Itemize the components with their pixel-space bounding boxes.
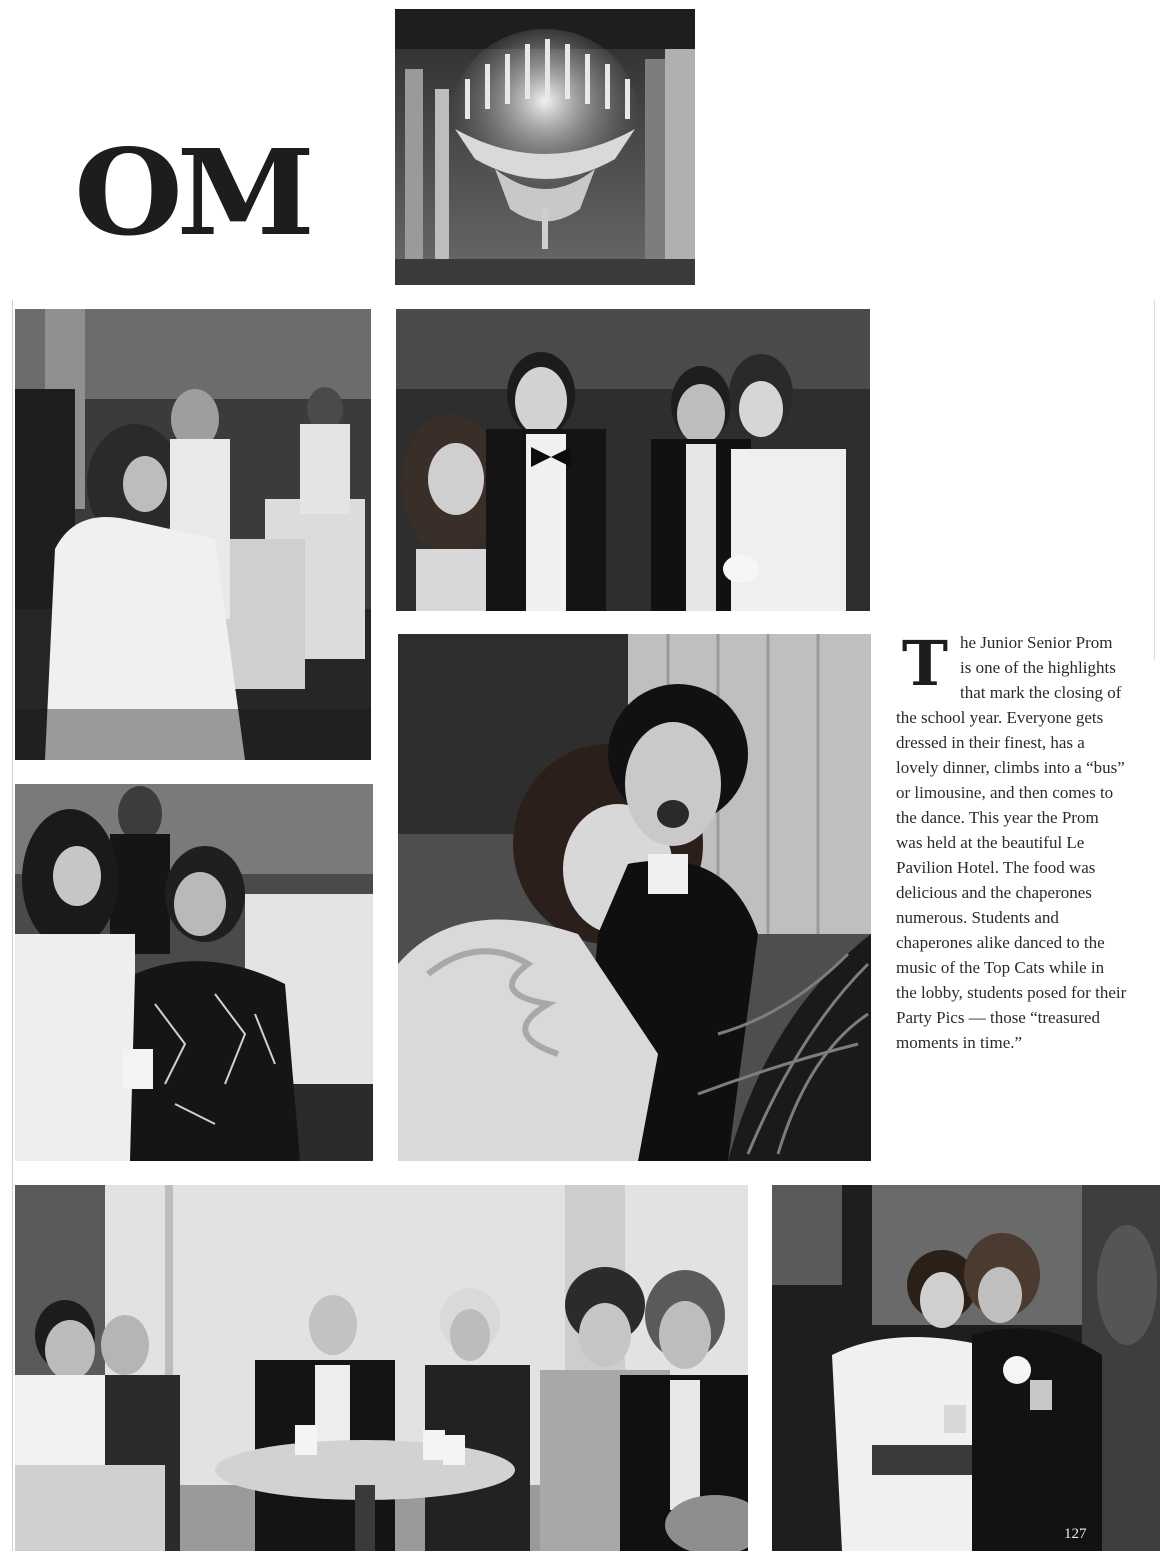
photo-two-women	[772, 1185, 1160, 1551]
story-body: he Junior Senior Prom is one of the highlights that mark the closing of the school year. Everyone gets dressed in their finest, has a lovely dinner, climbs into a “bus” or limousine, and then comes to the dance. This year the Prom was held at the beautiful Le Pavilion Hotel. The food was delicious and the chaperones numerous. Students and chaperones alike danced to the music of the Top Cats while in the lobby, students posed for their Party Pics — those “treasured moments in time.”	[896, 633, 1127, 1052]
photo-chaperones-table	[15, 1185, 748, 1551]
photo-chandelier	[395, 9, 695, 285]
photo-two-couples	[396, 309, 870, 611]
story-text	[896, 627, 1128, 1055]
photo-couple-buffet	[15, 309, 371, 760]
page-edge-rule	[12, 300, 13, 1551]
page-title: OM	[74, 123, 309, 262]
page-edge-rule-right	[1154, 300, 1155, 660]
photo-student-chaperone	[15, 784, 373, 1161]
drop-cap: T	[901, 627, 949, 700]
page-number: 127	[1064, 1526, 1087, 1542]
photo-couple-laughing	[398, 634, 871, 1161]
